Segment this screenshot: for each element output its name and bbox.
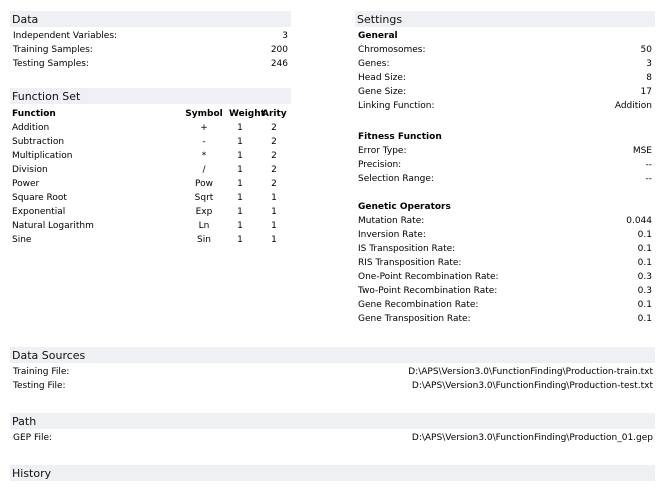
- function-weight: 1: [237, 207, 243, 217]
- row-value: 0.044: [626, 216, 652, 226]
- data-source-row-training-file: [13, 365, 653, 379]
- table-row: [12, 177, 290, 191]
- function-arity: 1: [271, 221, 277, 231]
- function-weight: 1: [237, 179, 243, 189]
- data-source-row-testing-file: [13, 379, 653, 393]
- general-subheader: General: [358, 31, 398, 41]
- col-arity-header: Arity: [262, 109, 287, 119]
- function-weight: 1: [237, 137, 243, 147]
- function-name: Addition: [12, 123, 50, 133]
- function-symbol: -: [202, 137, 206, 147]
- function-name: Division: [12, 165, 48, 175]
- row-label: Gene Size:: [358, 87, 407, 97]
- row-label: Inversion Rate:: [358, 230, 426, 240]
- row-value: 0.1: [637, 300, 652, 310]
- row-value: 0.1: [637, 258, 652, 268]
- fitness-function-subheader: Fitness Function: [358, 132, 442, 142]
- function-arity: 1: [271, 207, 277, 217]
- col-function-header: Function: [12, 109, 56, 119]
- row-label: Gene Transposition Rate:: [358, 314, 471, 324]
- function-name: Multiplication: [12, 151, 73, 161]
- settings-row-gene-recombination-rate: [358, 298, 652, 312]
- row-value: 8: [646, 73, 652, 83]
- function-arity: 1: [271, 193, 277, 203]
- row-value: 17: [640, 87, 652, 97]
- row-value: D:\APS\Version3.0\FunctionFinding\Production_01.gep: [411, 433, 653, 443]
- row-value: Addition: [614, 101, 652, 111]
- row-label: RIS Transposition Rate:: [358, 258, 462, 268]
- row-label: Selection Range:: [358, 174, 434, 184]
- table-row: [12, 149, 290, 163]
- row-value: 0.1: [637, 230, 652, 240]
- row-label: Training Samples:: [13, 45, 93, 55]
- row-label: GEP File:: [13, 433, 53, 443]
- settings-row-two-point-recombination-rate: [358, 284, 652, 298]
- row-value: 0.3: [637, 286, 652, 296]
- settings-row-linking-function: [358, 99, 652, 113]
- function-arity: 1: [271, 235, 277, 245]
- path-row-gep-file: [13, 431, 653, 445]
- function-name: Square Root: [12, 193, 67, 203]
- row-value: 50: [640, 45, 652, 55]
- row-value: 3: [646, 59, 652, 69]
- function-symbol: /: [202, 165, 206, 175]
- row-label: Gene Recombination Rate:: [358, 300, 479, 310]
- function-symbol: Exp: [195, 207, 213, 217]
- settings-row-inversion-rate: [358, 228, 652, 242]
- row-label: Independent Variables:: [13, 31, 118, 41]
- row-value: 0.1: [637, 314, 652, 324]
- table-row: [12, 205, 290, 219]
- row-label: Mutation Rate:: [358, 216, 425, 226]
- row-label: Head Size:: [358, 73, 406, 83]
- settings-row-error-type: [358, 144, 652, 158]
- settings-row-one-point-recombination-rate: [358, 270, 652, 284]
- function-symbol: Sin: [197, 235, 211, 245]
- row-value: --: [645, 174, 652, 184]
- row-label: Training File:: [13, 367, 70, 377]
- function-arity: 2: [271, 123, 277, 133]
- row-label: Chromosomes:: [358, 45, 426, 55]
- settings-row-mutation-rate: [358, 214, 652, 228]
- function-set-table: [12, 107, 290, 247]
- function-weight: 1: [237, 235, 243, 245]
- function-set-header: Function Set: [10, 88, 291, 104]
- col-symbol-header: Symbol: [185, 109, 223, 119]
- row-value: D:\APS\Version3.0\FunctionFinding\Production-train.txt: [408, 367, 653, 377]
- row-label: Genes:: [358, 59, 390, 69]
- row-value: 0.3: [637, 272, 652, 282]
- genetic-operators-subheader: Genetic Operators: [358, 202, 451, 212]
- path-section-header: Path: [10, 413, 655, 429]
- row-value: MSE: [632, 146, 652, 156]
- table-row: [12, 163, 290, 177]
- function-weight: 1: [237, 151, 243, 161]
- settings-row-gene-transposition-rate: [358, 312, 652, 326]
- function-symbol: +: [200, 123, 208, 133]
- function-symbol: Pow: [195, 179, 213, 189]
- function-set-header-row: [12, 107, 290, 121]
- settings-row-chromosomes: [358, 43, 652, 57]
- function-arity: 2: [271, 137, 277, 147]
- row-value: 200: [270, 45, 288, 55]
- data-row-testing-samples: [13, 57, 288, 71]
- row-value: D:\APS\Version3.0\FunctionFinding\Production-test.txt: [411, 381, 653, 391]
- function-weight: 1: [237, 221, 243, 231]
- function-name: Power: [12, 179, 40, 189]
- function-arity: 2: [271, 179, 277, 189]
- settings-row-is-transposition-rate: [358, 242, 652, 256]
- table-row: [12, 219, 290, 233]
- function-weight: 1: [237, 123, 243, 133]
- data-row-independent-variables: [13, 29, 288, 43]
- data-row-training-samples: [13, 43, 288, 57]
- table-row: [12, 233, 290, 247]
- row-label: IS Transposition Rate:: [358, 244, 456, 254]
- function-name: Natural Logarithm: [12, 221, 94, 231]
- table-row: [12, 191, 290, 205]
- data-sources-section-header: Data Sources: [10, 347, 655, 363]
- function-arity: 2: [271, 165, 277, 175]
- function-symbol: *: [201, 151, 207, 161]
- function-weight: 1: [237, 193, 243, 203]
- settings-row-selection-range: [358, 172, 652, 186]
- function-name: Exponential: [12, 207, 66, 217]
- col-weight-header: Weight: [229, 109, 265, 119]
- settings-section-header: Settings: [355, 11, 655, 27]
- function-symbol: Sqrt: [194, 193, 214, 203]
- settings-row-head-size: [358, 71, 652, 85]
- settings-row-ris-transposition-rate: [358, 256, 652, 270]
- table-row: [12, 121, 290, 135]
- row-value: 0.1: [637, 244, 652, 254]
- row-label: Precision:: [358, 160, 402, 170]
- row-label: Linking Function:: [358, 101, 435, 111]
- row-label: Testing Samples:: [13, 59, 89, 69]
- table-row: [12, 135, 290, 149]
- row-value: --: [645, 160, 652, 170]
- function-weight: 1: [237, 165, 243, 175]
- function-name: Sine: [12, 235, 32, 245]
- function-name: Subtraction: [12, 137, 65, 147]
- data-section-header: Data: [10, 11, 291, 27]
- row-value: 246: [270, 59, 288, 69]
- settings-row-genes: [358, 57, 652, 71]
- function-symbol: Ln: [198, 221, 210, 231]
- row-value: 3: [282, 31, 288, 41]
- function-arity: 2: [271, 151, 277, 161]
- row-label: Two-Point Recombination Rate:: [358, 286, 498, 296]
- settings-row-precision: [358, 158, 652, 172]
- history-section-header: History: [10, 465, 655, 481]
- row-label: One-Point Recombination Rate:: [358, 272, 499, 282]
- settings-row-gene-size: [358, 85, 652, 99]
- row-label: Error Type:: [358, 146, 407, 156]
- row-label: Testing File:: [13, 381, 66, 391]
